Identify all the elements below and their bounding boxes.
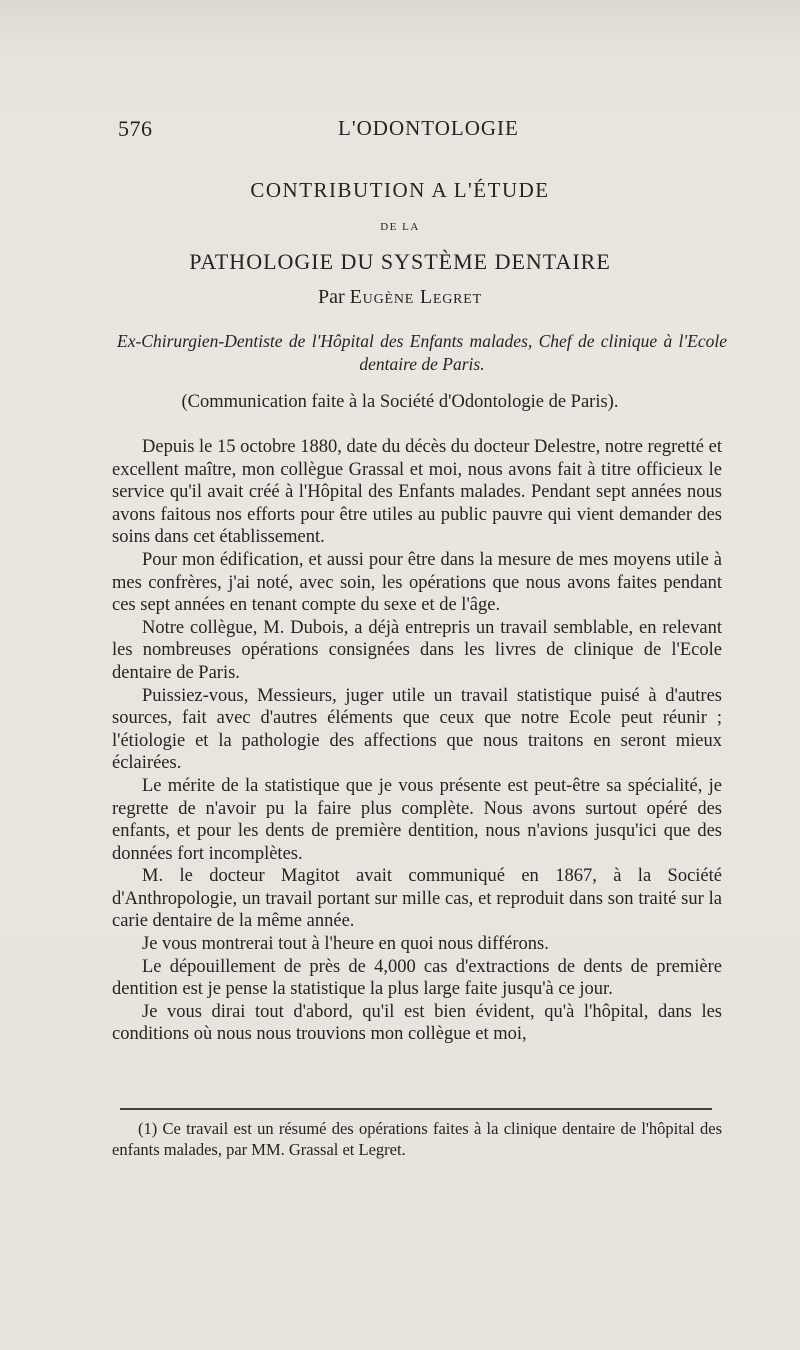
body-paragraph: Je vous montrerai tout à l'heure en quoi nous différons. xyxy=(142,934,549,955)
body-paragraph: Je vous dirai tout d'abord, qu'il est bien évident, qu'à l'hôpital, dans les conditions où nous nous trouvions mon collègue et moi, xyxy=(112,1001,722,1045)
byline-prefix: Par xyxy=(317,286,345,308)
running-head xyxy=(118,116,718,146)
body-paragraph: Puissiez-vous, Messieurs, juger utile un travail statistique puisé à d'autres sources, fait avec d'autres éléments que ceux que notre Ecole peut réunir ; l'étiologie et la pathologie des affections que nous traitons en seront mieux éclairées. xyxy=(112,685,722,774)
body-paragraph: Depuis le 15 octobre 1880, date du décès du docteur Delestre, notre regretté et excellent maître, mon collègue Grassal et moi, nous avons fait à titre officieux le service qu'il avait créé à l'Hôpital des Enfants malades. Pendant sept années nous avons faitous nos efforts pour être utiles au public pauvre qui vient demander des soins dans cet établissement. xyxy=(112,437,722,548)
body-paragraph: Le dépouillement de près de 4,000 cas d'extractions de dents de première dentition est je pense la statistique la plus large faite jusqu'à ce jour. xyxy=(112,956,722,1000)
body-paragraph: Le mérite de la statistique que je vous présente est peut-être sa spécialité, je regrette de n'avoir pu la faire plus complète. Nous avons surtout opéré des enfants, et pour les dents de première dentition, nous n'avions jusqu'ici que des données fort incomplètes. xyxy=(112,775,722,864)
footnote-rule xyxy=(120,1108,712,1110)
byline xyxy=(0,286,800,309)
page-number: 576 xyxy=(118,116,153,141)
article-title-line-1: CONTRIBUTION A L'ÉTUDE xyxy=(250,178,550,202)
article-title-line-3: PATHOLOGIE DU SYSTÈME DENTAIRE xyxy=(189,249,611,274)
journal-title: L'ODONTOLOGIE xyxy=(338,116,519,140)
communication-note: (Communication faite à la Société d'Odontologie de Paris). xyxy=(181,392,619,412)
article-title-line-2: DE LA xyxy=(380,221,420,233)
footnote: (1) Ce travail est un résumé des opérations faites à la clinique dentaire de l'hôpital des enfants malades, par MM. Grassal et Legret. xyxy=(112,1119,722,1159)
body-paragraph: Pour mon édification, et aussi pour être dans la mesure de mes moyens utile à mes confrères, j'ai noté, avec soin, les opérations que nous avons faites pendant ces sept années en tenant compte du sexe et de l'âge. xyxy=(112,549,722,616)
body-paragraph: M. le docteur Magitot avait communiqué en 1867, à la Société d'Anthropologie, un travail portant sur mille cas, et reproduit dans son traité sur la carie dentaire de la même année. xyxy=(112,866,722,932)
body-paragraph: Notre collègue, M. Dubois, a déjà entrepris un travail semblable, en relevant les nombreuses opérations consignées dans les livres de clinique de l'Ecole dentaire de Paris. xyxy=(112,617,722,683)
author-name: Eugène Legret xyxy=(349,286,483,308)
author-affiliation: Ex-Chirurgien-Dentiste de l'Hôpital des Enfants malades, Chef de clinique à l'Ecole dentaire de Paris. xyxy=(117,331,727,374)
article-body xyxy=(112,436,722,1046)
